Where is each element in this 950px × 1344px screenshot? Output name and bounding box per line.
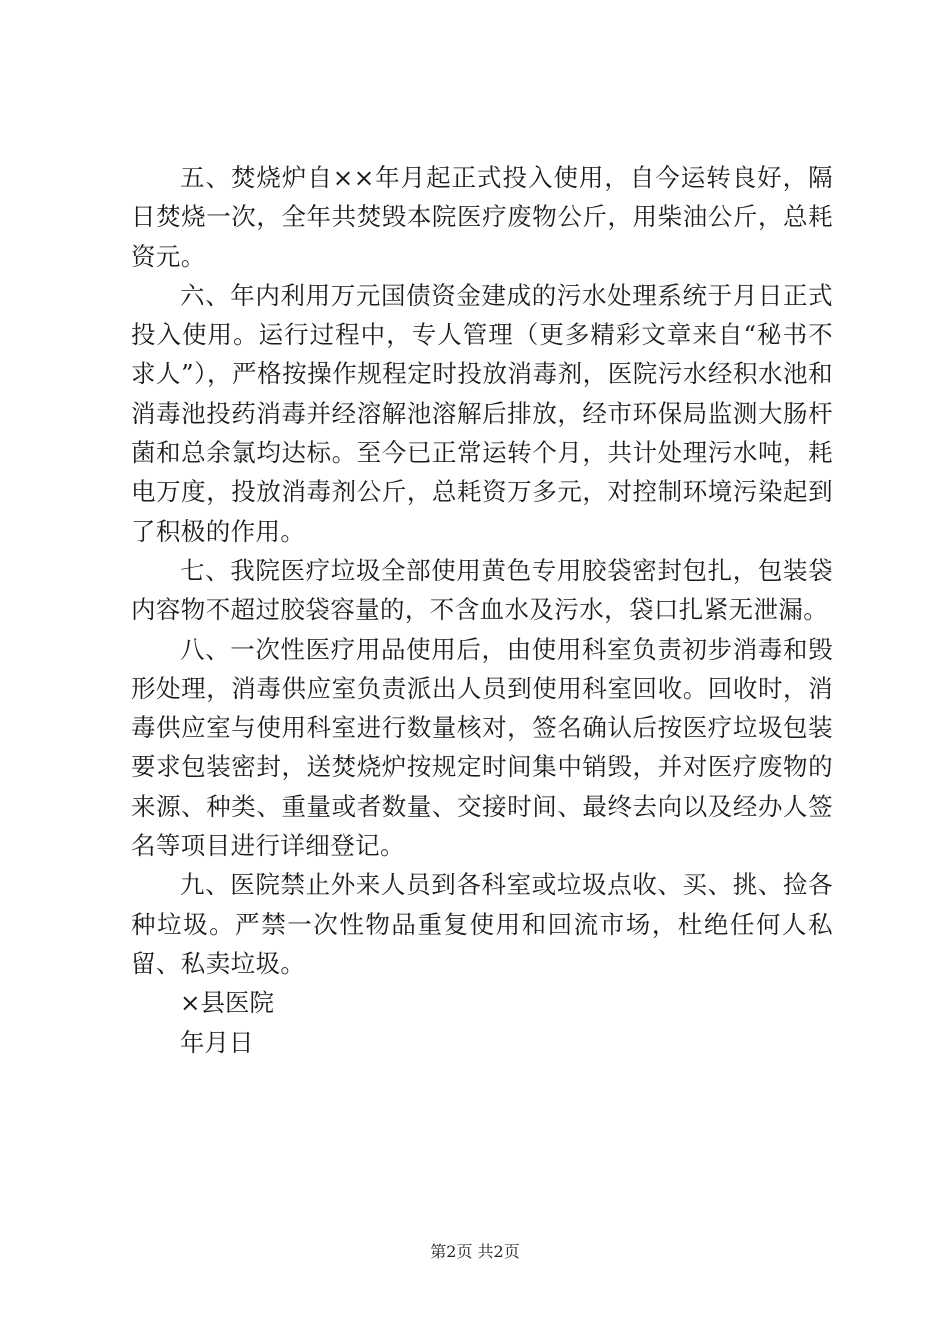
signature-organization: ×县医院 — [180, 988, 275, 1018]
paragraph-5: 五、焚烧炉自××年月起正式投入使用，自今运转良好，隔日焚烧一次，全年共焚毁本院医疗废物公斤，用柴油公斤，总耗资元。 — [131, 163, 833, 271]
signature-date: 年月日 — [180, 1027, 254, 1057]
paragraph-7: 七、我院医疗垃圾全部使用黄色专用胶袋密封包扎，包装袋内容物不超过胶袋容量的，不含血水及污水，袋口扎紧无泄漏。 — [131, 555, 833, 625]
paragraph-6: 六、年内利用万元国债资金建成的污水处理系统于月日正式投入使用。运行过程中，专人管理（更多精彩文章来自“秘书不求人”），严格按操作规程定时投放消毒剂，医院污水经积水池和消毒池投药消毒并经溶解池溶解后排放，经市环保局监测大肠杆菌和总余氯均达标。至今已正常运转个月，共计处理污水吨，耗电万度，投放消毒剂公斤，总耗资万多元，对控制环境污染起到了积极的作用。 — [131, 280, 833, 546]
paragraph-8: 八、一次性医疗用品使用后，由使用科室负责初步消毒和毁形处理，消毒供应室负责派出人员到使用科室回收。回收时，消毒供应室与使用科室进行数量核对，签名确认后按医疗垃圾包装要求包装密封，送焚烧炉按规定时间集中销毁，并对医疗废物的来源、种类、重量或者数量、交接时间、最终去向以及经办人签名等项目进行详细登记。 — [131, 634, 833, 861]
document-body — [131, 158, 833, 1062]
page-number-footer: 第2页 共2页 — [430, 1242, 520, 1261]
paragraph-9: 九、医院禁止外来人员到各科室或垃圾点收、买、挑、捡各种垃圾。严禁一次性物品重复使用和回流市场，杜绝任何人私留、私卖垃圾。 — [131, 870, 833, 978]
